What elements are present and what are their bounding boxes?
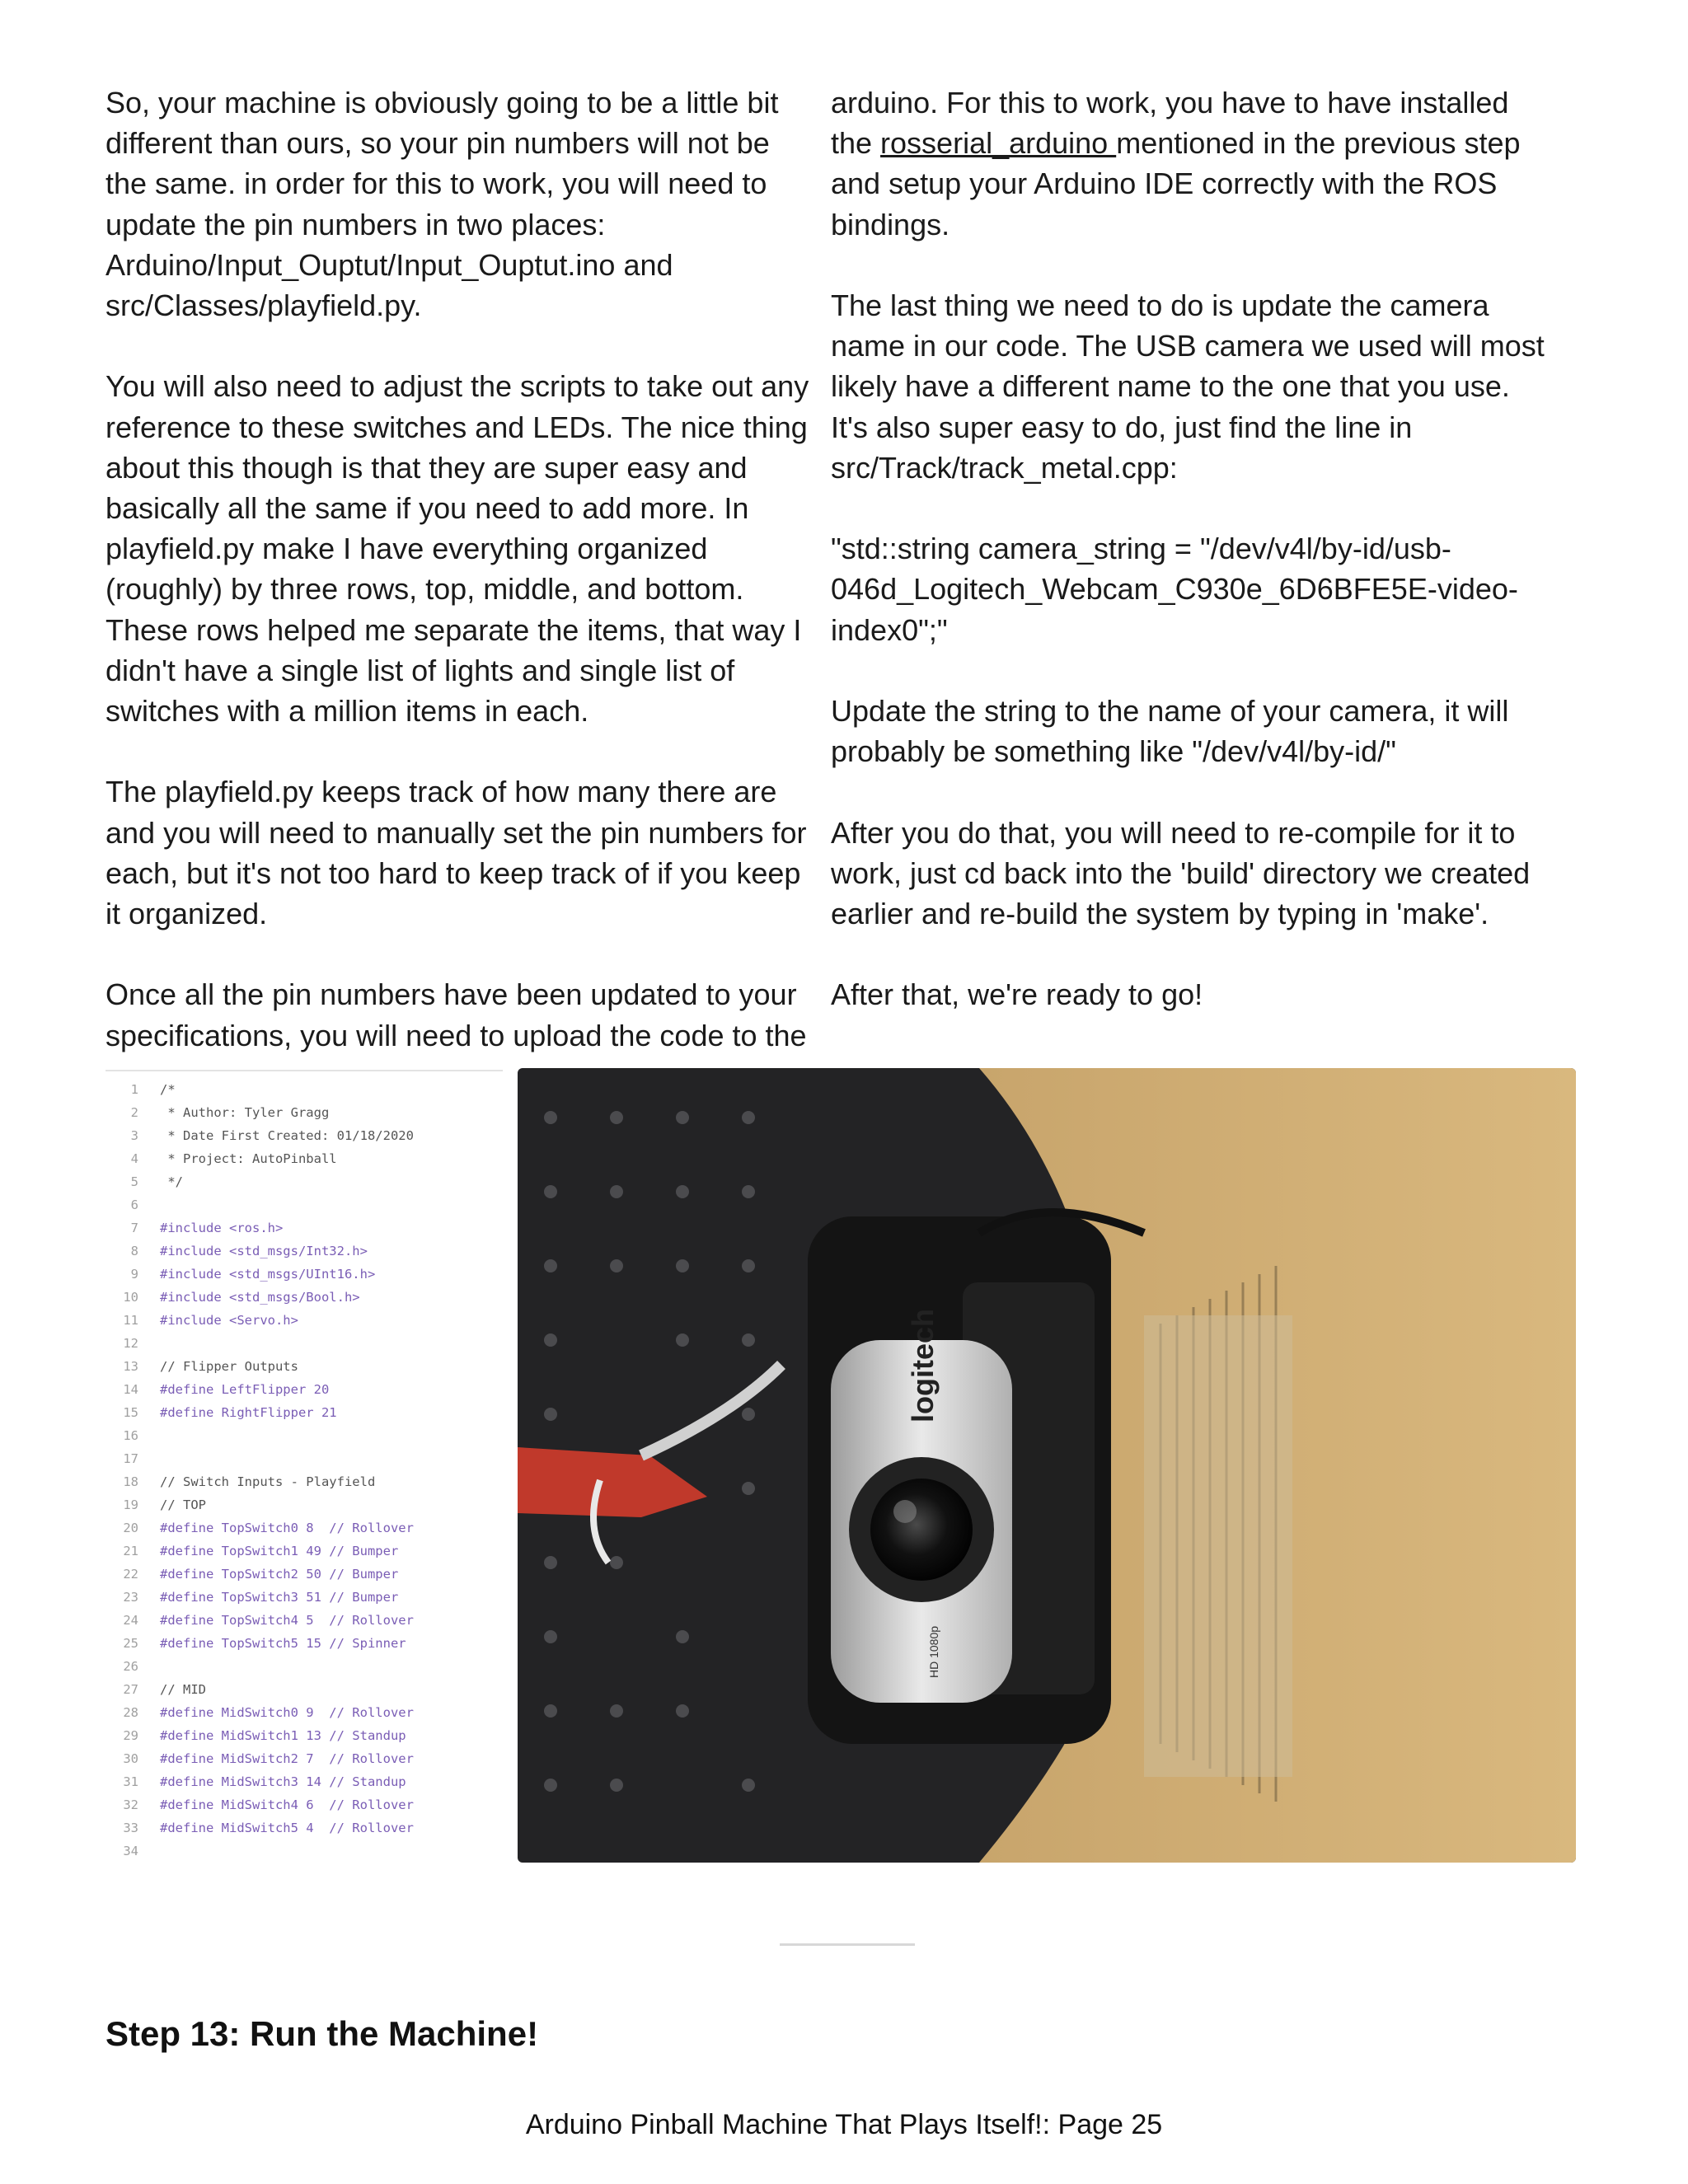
page-footer: Arduino Pinball Machine That Plays Itself!: Page 25: [525, 2109, 1163, 2140]
code-line: [106, 1563, 503, 1586]
code-line: [106, 1078, 503, 1101]
paragraph-text: mentioned in the previous step and setup your Arduino IDE correctly with the ROS bindings.: [831, 126, 1521, 241]
code-text: #define RightFlipper 21: [160, 1405, 337, 1420]
code-text: #define MidSwitch2 7 // Rollover: [160, 1751, 414, 1766]
line-number: 5: [130, 1174, 138, 1189]
paragraph: Once all the pin numbers have been updated to your specifications, you will need to upload the code to the: [106, 977, 807, 1052]
code-line: [106, 1124, 503, 1147]
line-number: 26: [123, 1659, 138, 1674]
code-line: [106, 1263, 503, 1286]
code-text: // Switch Inputs - Playfield: [160, 1474, 376, 1489]
code-screenshot-image[interactable]: [106, 1070, 503, 1863]
line-number: 27: [123, 1682, 138, 1697]
brand-label: logitech: [906, 1308, 940, 1422]
line-number: 3: [130, 1128, 138, 1143]
line-number: 31: [123, 1774, 138, 1789]
code-line: [106, 1101, 503, 1124]
code-line: [106, 1378, 503, 1401]
line-number: 16: [123, 1428, 138, 1443]
code-line: [106, 1816, 503, 1840]
paragraph: The last thing we need to do is update the camera name in our code. The USB camera we used will most likely have a different name to the one that you use. It's also super easy to do, just find the line in src/Track/track_metal.cpp:: [831, 288, 1545, 485]
line-number: 4: [130, 1151, 138, 1166]
line-number: 11: [123, 1313, 138, 1328]
paragraph: After that, we're ready to go!: [831, 977, 1203, 1012]
code-line: [106, 1840, 503, 1863]
paragraph: So, your machine is obviously going to be a little bit different than ours, so your pin numbers will not be the same. in order for this to work, you will need to update the pin numbers in two places: Arduino/Input_Ouptut/Input_Ouptut.ino and src/Classes/playfield.py.: [106, 86, 779, 323]
line-number: 1: [130, 1082, 138, 1097]
code-line: [106, 1632, 503, 1655]
code-text: #define MidSwitch0 9 // Rollover: [160, 1705, 414, 1720]
code-text: * Author: Tyler Gragg: [160, 1105, 330, 1120]
code-text: #define TopSwitch3 51 // Bumper: [160, 1590, 399, 1605]
code-text: #define MidSwitch4 6 // Rollover: [160, 1797, 414, 1812]
section-divider: [780, 1943, 915, 1946]
code-text: #define TopSwitch4 5 // Rollover: [160, 1613, 414, 1628]
code-string-paragraph: "std::string camera_string = "/dev/v4l/by-id/usb- 046d_Logitech_Webcam_C930e_6D6BFE5E-video- index0";": [831, 532, 1518, 647]
code-line: [106, 1147, 503, 1170]
model-label: HD 1080p: [927, 1625, 940, 1678]
line-number: 6: [130, 1197, 138, 1212]
webcam-photo-illustration: [518, 1068, 1576, 1863]
line-number: 15: [123, 1405, 138, 1420]
line-number: 24: [123, 1613, 138, 1628]
line-number: 9: [130, 1267, 138, 1282]
line-number: 25: [123, 1636, 138, 1651]
code-text: #define TopSwitch5 15 // Spinner: [160, 1636, 406, 1651]
code-text: // TOP: [160, 1497, 206, 1512]
line-number: 17: [123, 1451, 138, 1466]
code-line: [106, 1678, 503, 1701]
code-text: #define TopSwitch1 49 // Bumper: [160, 1544, 399, 1558]
code-line: [106, 1493, 503, 1516]
code-text: // Flipper Outputs: [160, 1359, 298, 1374]
paragraph: You will also need to adjust the scripts to take out any reference to these switches and LEDs. The nice thing about this though is that they are super easy and basically all the same if you need to add more. In playfield.py make I have everything organized (roughly) by three rows, top, middle, and bottom. These rows helped me separate the items, that way I didn't have a single list of lights and single list of switches with a million items in each.: [106, 369, 809, 729]
code-line: [106, 1724, 503, 1747]
line-number: 12: [123, 1336, 138, 1351]
line-number: 7: [130, 1221, 138, 1235]
code-line: [106, 1216, 503, 1240]
code-text: * Date First Created: 01/18/2020: [160, 1128, 414, 1143]
line-number: 29: [123, 1728, 138, 1743]
code-line: [106, 1332, 503, 1355]
code-line: [106, 1286, 503, 1309]
code-line: [106, 1609, 503, 1632]
code-text: #include <std_msgs/UInt16.h>: [160, 1267, 376, 1282]
line-number: 33: [123, 1821, 138, 1835]
line-number: 8: [130, 1244, 138, 1258]
code-line: [106, 1770, 503, 1793]
line-number: 19: [123, 1497, 138, 1512]
line-number: 20: [123, 1521, 138, 1535]
line-number: 34: [123, 1844, 138, 1858]
code-line: [106, 1193, 503, 1216]
paragraph-with-link: [831, 82, 1556, 245]
line-number: 32: [123, 1797, 138, 1812]
code-line: [106, 1586, 503, 1609]
line-number: 23: [123, 1590, 138, 1605]
paragraph: After you do that, you will need to re-compile for it to work, just cd back into the 'build' directory we created earlier and re-build the system by typing in 'make'.: [831, 815, 1531, 930]
code-line: [106, 1424, 503, 1447]
code-line: [106, 1447, 503, 1470]
code-text: */: [160, 1174, 183, 1189]
line-number: 28: [123, 1705, 138, 1720]
line-number: 21: [123, 1544, 138, 1558]
step-heading: Step 13: Run the Machine!: [106, 2014, 539, 2053]
code-line: [106, 1793, 503, 1816]
line-number: 30: [123, 1751, 138, 1766]
code-line: [106, 1470, 503, 1493]
code-text: #include <Servo.h>: [160, 1313, 298, 1328]
code-text: /*: [160, 1082, 176, 1097]
code-text: // MID: [160, 1682, 206, 1697]
code-text: #include <std_msgs/Bool.h>: [160, 1290, 360, 1305]
code-text: #define TopSwitch2 50 // Bumper: [160, 1567, 399, 1582]
code-line: [106, 1655, 503, 1678]
paragraph: Update the string to the name of your camera, it will probably be something like "/dev/v4l/by-id/": [831, 694, 1509, 769]
code-line: [106, 1170, 503, 1193]
code-text: #define TopSwitch0 8 // Rollover: [160, 1521, 414, 1535]
code-text: #define LeftFlipper 20: [160, 1382, 330, 1397]
code-line: [106, 1747, 503, 1770]
paragraph: The playfield.py keeps track of how many there are and you will need to manually set the pin numbers for each, but it's not too hard to keep track of if you keep it organized.: [106, 775, 807, 931]
code-line: [106, 1540, 503, 1563]
rosserial-arduino-link[interactable]: rosserial_arduino: [880, 126, 1117, 161]
code-text: #define MidSwitch5 4 // Rollover: [160, 1821, 414, 1835]
code-line: [106, 1355, 503, 1378]
code-text: #include <std_msgs/Int32.h>: [160, 1244, 368, 1258]
code-text: #define MidSwitch3 14 // Standup: [160, 1774, 406, 1789]
code-line: [106, 1401, 503, 1424]
line-number: 14: [123, 1382, 138, 1397]
line-number: 22: [123, 1567, 138, 1582]
right-column: [831, 82, 1556, 1015]
code-text: #include <ros.h>: [160, 1221, 284, 1235]
code-text: * Project: AutoPinball: [160, 1151, 337, 1166]
line-number: 10: [123, 1290, 138, 1305]
webcam-photo[interactable]: [518, 1068, 1576, 1863]
code-line: [106, 1240, 503, 1263]
line-number: 18: [123, 1474, 138, 1489]
line-number: 13: [123, 1359, 138, 1374]
paragraph-text: arduino. For this to work, you have to have installed the: [831, 86, 1509, 161]
code-line: [106, 1309, 503, 1332]
line-number: 2: [130, 1105, 138, 1120]
left-column: [106, 82, 814, 1056]
code-line: [106, 1516, 503, 1540]
code-text: #define MidSwitch1 13 // Standup: [160, 1728, 406, 1743]
code-line: [106, 1701, 503, 1724]
